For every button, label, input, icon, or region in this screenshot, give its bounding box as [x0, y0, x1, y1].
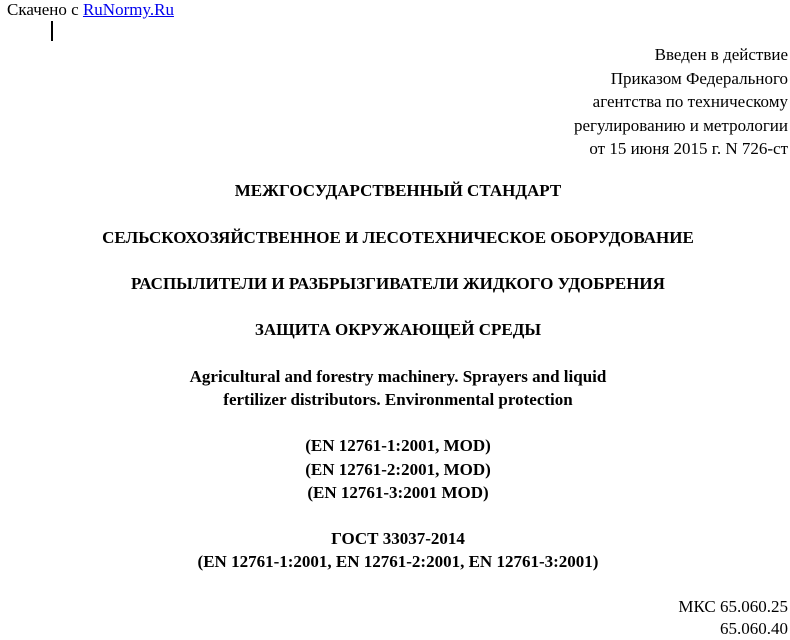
enactment-notice	[574, 43, 788, 161]
source-prefix: Скачено с	[7, 0, 83, 19]
source-link[interactable]: RuNormy.Ru	[82, 0, 174, 19]
mks-code: 65.060.40	[720, 619, 788, 638]
en-reference: (EN 12761-3:2001 MOD)	[307, 483, 489, 502]
gost-number: ГОСТ 33037-2014	[331, 529, 465, 548]
equipment-heading: СЕЛЬСКОХОЗЯЙСТВЕННОЕ И ЛЕСОТЕХНИЧЕСКОЕ ОБОРУДОВАНИЕ	[102, 228, 694, 247]
english-title-line: Agricultural and forestry machinery. Sprayers and liquid	[189, 367, 607, 386]
mks-code: МКС 65.060.25	[678, 597, 788, 616]
text-cursor	[51, 21, 53, 41]
interstate-standard-heading: МЕЖГОСУДАРСТВЕННЫЙ СТАНДАРТ	[234, 181, 562, 200]
enactment-line: Введен в действие	[654, 45, 788, 64]
english-title-line: fertilizer distributors. Environmental protection	[223, 389, 573, 409]
source-line	[7, 0, 174, 20]
enactment-line: от 15 июня 2015 г. N 726-ст	[589, 139, 788, 158]
en-reference: (EN 12761-1:2001, MOD)	[305, 436, 491, 455]
enactment-line: регулированию и метрологии	[573, 115, 788, 135]
mks-codes	[678, 596, 788, 640]
enactment-line: Приказом Федерального	[610, 68, 788, 88]
english-title	[0, 366, 790, 411]
enactment-line: агентства по техническому	[592, 92, 788, 111]
sprayers-heading: РАСПЫЛИТЕЛИ И РАЗБРЫЗГИВАТЕЛИ ЖИДКОГО УДОБРЕНИЯ	[131, 274, 665, 293]
en-references	[0, 434, 790, 505]
gost-block	[0, 527, 790, 573]
en-reference: (EN 12761-2:2001, MOD)	[305, 459, 491, 479]
protection-heading: ЗАЩИТА ОКРУЖАЮЩЕЙ СРЕДЫ	[254, 320, 542, 339]
gost-references: (EN 12761-1:2001, EN 12761-2:2001, EN 12761-3:2001)	[197, 552, 599, 571]
